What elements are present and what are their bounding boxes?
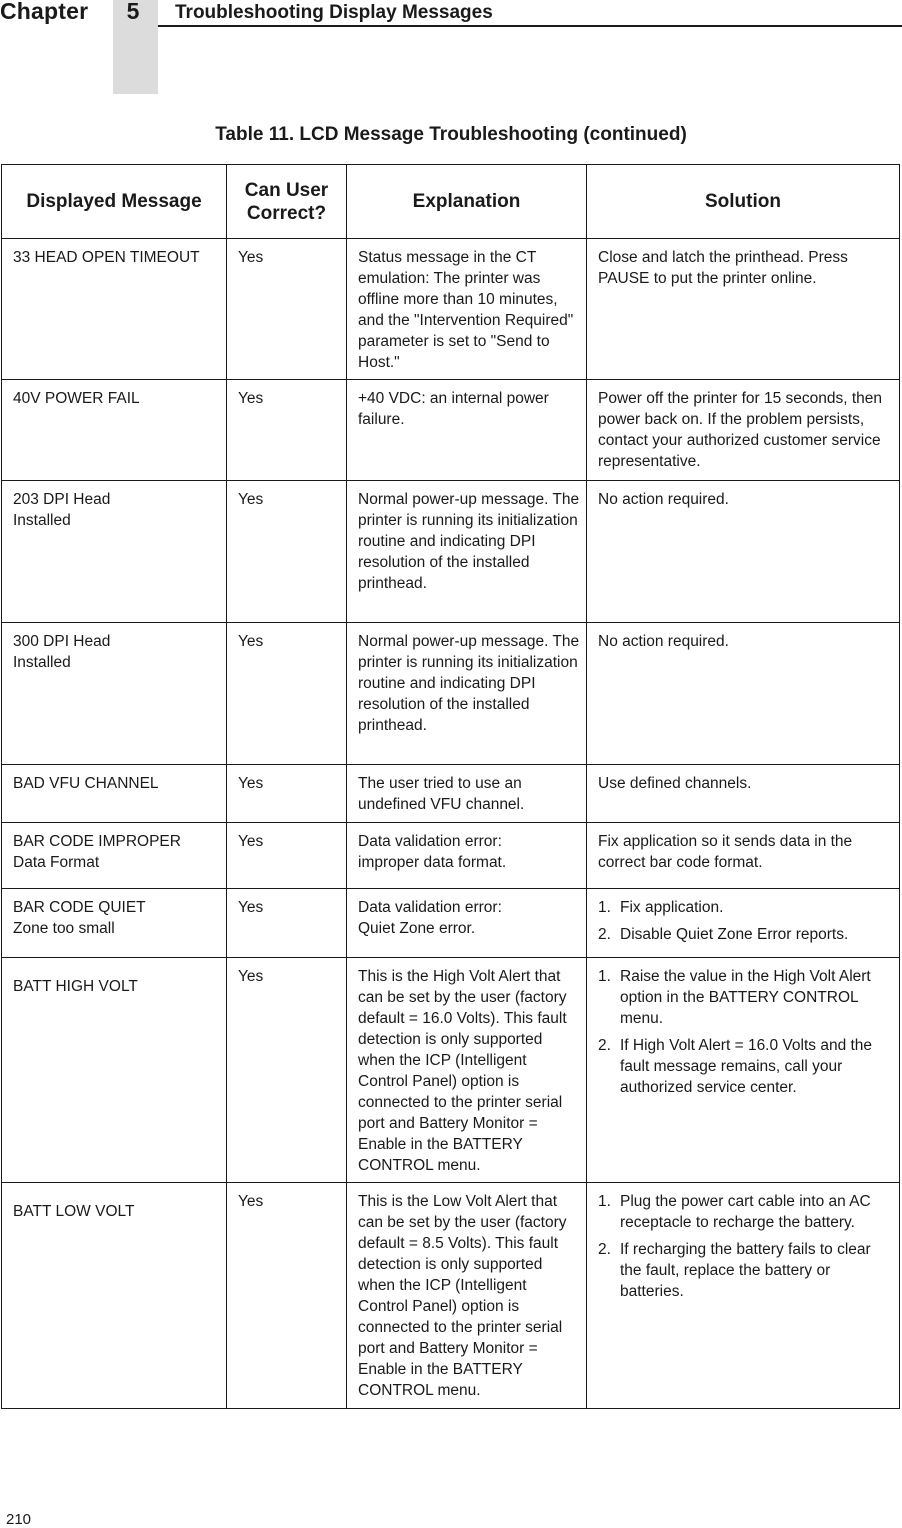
explanation-cell: The user tried to use an undefined VFU channel.	[347, 765, 587, 823]
message-line: 203 DPI Head	[13, 491, 111, 508]
can-correct-cell: Yes	[227, 623, 347, 765]
solution-step	[598, 1191, 891, 1233]
can-correct-cell: Yes	[227, 958, 347, 1183]
step-number: 1.	[598, 968, 611, 985]
explanation-line: Quiet Zone error.	[358, 920, 476, 937]
message-cell	[2, 1183, 227, 1409]
explanation-cell: +40 VDC: an internal power failure.	[347, 380, 587, 481]
table-row	[2, 1183, 900, 1409]
step-number: 2.	[598, 1241, 611, 1258]
can-correct-cell: Yes	[227, 889, 347, 958]
step-number: 1.	[598, 899, 611, 916]
table-caption: Table 11. LCD Message Troubleshooting (continued)	[215, 124, 687, 145]
section-title: Troubleshooting Display Messages	[175, 2, 493, 23]
table-row	[2, 889, 900, 958]
message-line: BAR CODE IMPROPER	[13, 833, 181, 850]
table-header-row	[2, 165, 900, 239]
explanation-cell: Status message in the CT emulation: The printer was offline more than 10 minutes, and the "Intervention Required" parameter is set to "Send to Host."	[347, 239, 587, 380]
explanation-line: improper data format.	[358, 854, 507, 871]
message-line: Installed	[13, 512, 71, 529]
col-header-explanation: Explanation	[347, 165, 587, 239]
col-header-solution: Solution	[587, 165, 900, 239]
step-number: 1.	[598, 1193, 611, 1210]
can-correct-cell: Yes	[227, 765, 347, 823]
solution-steps	[598, 1191, 891, 1302]
explanation-cell: This is the Low Volt Alert that can be set by the user (factory default = 8.5 Volts). This fault detection is only supported when the ICP (Intelligent Control Panel) option is connected to the printer serial port and Battery Monitor = Enable in the BATTERY CONTROL menu.	[347, 1183, 587, 1409]
step-text: Plug the power cart cable into an AC receptacle to recharge the battery.	[620, 1193, 871, 1231]
table-row	[2, 380, 900, 481]
message-cell	[2, 481, 227, 623]
message-text: BATT HIGH VOLT	[13, 978, 138, 995]
col-header-displayed-message: Displayed Message	[2, 165, 227, 239]
solution-cell: Power off the printer for 15 seconds, then power back on. If the problem persists, contact your authorized customer service representative.	[587, 380, 900, 481]
message-cell	[2, 623, 227, 765]
lcd-message-table	[1, 164, 900, 1409]
explanation-cell: This is the High Volt Alert that can be set by the user (factory default = 16.0 Volts). This fault detection is only supported when the ICP (Intelligent Control Panel) option is connected to the printer serial port and Battery Monitor = Enable in the BATTERY CONTROL menu.	[347, 958, 587, 1183]
solution-steps	[598, 897, 891, 945]
can-correct-cell: Yes	[227, 380, 347, 481]
table-row	[2, 958, 900, 1183]
message-line: BAR CODE QUIET	[13, 899, 146, 916]
table-row	[2, 239, 900, 380]
message-line: 300 DPI Head	[13, 633, 111, 650]
message-cell: BAD VFU CHANNEL	[2, 765, 227, 823]
page-header	[0, 0, 902, 27]
can-correct-cell: Yes	[227, 239, 347, 380]
step-text: If High Volt Alert = 16.0 Volts and the fault message remains, call your authorized service center.	[620, 1037, 873, 1096]
explanation-line: Data validation error:	[358, 899, 502, 916]
table-row	[2, 765, 900, 823]
message-line: Data Format	[13, 854, 100, 871]
table-row	[2, 823, 900, 889]
step-number: 2.	[598, 1037, 611, 1054]
solution-step	[598, 966, 891, 1029]
solution-cell: No action required.	[587, 623, 900, 765]
step-text: Fix application.	[620, 899, 724, 916]
explanation-cell: Normal power-up message. The printer is running its initialization routine and indicating DPI resolution of the installed printhead.	[347, 481, 587, 623]
message-cell	[2, 823, 227, 889]
message-text: BATT LOW VOLT	[13, 1203, 135, 1220]
solution-cell: Close and latch the printhead. Press PAUSE to put the printer online.	[587, 239, 900, 380]
header-rule	[158, 25, 902, 27]
message-cell	[2, 889, 227, 958]
chapter-label: Chapter	[0, 0, 89, 24]
solution-step	[598, 924, 891, 945]
solution-cell	[587, 889, 900, 958]
explanation-cell	[347, 889, 587, 958]
message-cell: 33 HEAD OPEN TIMEOUT	[2, 239, 227, 380]
solution-cell: No action required.	[587, 481, 900, 623]
table-row	[2, 623, 900, 765]
step-number: 2.	[598, 926, 611, 943]
solution-cell	[587, 1183, 900, 1409]
step-text: Raise the value in the High Volt Alert option in the BATTERY CONTROL menu.	[620, 968, 871, 1027]
can-correct-cell: Yes	[227, 1183, 347, 1409]
message-line: Zone too small	[13, 920, 115, 937]
can-correct-cell: Yes	[227, 481, 347, 623]
solution-step	[598, 1239, 891, 1302]
col-header-can-user-correct: Can User Correct?	[227, 165, 347, 239]
solution-cell: Fix application so it sends data in the correct bar code format.	[587, 823, 900, 889]
solution-cell	[587, 958, 900, 1183]
message-line: Installed	[13, 654, 71, 671]
can-correct-cell: Yes	[227, 823, 347, 889]
step-text: Disable Quiet Zone Error reports.	[620, 926, 849, 943]
explanation-line: Data validation error:	[358, 833, 502, 850]
message-cell: 40V POWER FAIL	[2, 380, 227, 481]
solution-step	[598, 1035, 891, 1098]
message-cell	[2, 958, 227, 1183]
page-number: 210	[6, 1511, 32, 1528]
solution-cell: Use defined channels.	[587, 765, 900, 823]
explanation-cell: Normal power-up message. The printer is running its initialization routine and indicating DPI resolution of the installed printhead.	[347, 623, 587, 765]
explanation-cell	[347, 823, 587, 889]
table-row	[2, 481, 900, 623]
solution-steps	[598, 966, 891, 1098]
chapter-number: 5	[126, 0, 140, 24]
solution-step	[598, 897, 891, 918]
step-text: If recharging the battery fails to clear the fault, replace the battery or batteries.	[620, 1241, 871, 1300]
